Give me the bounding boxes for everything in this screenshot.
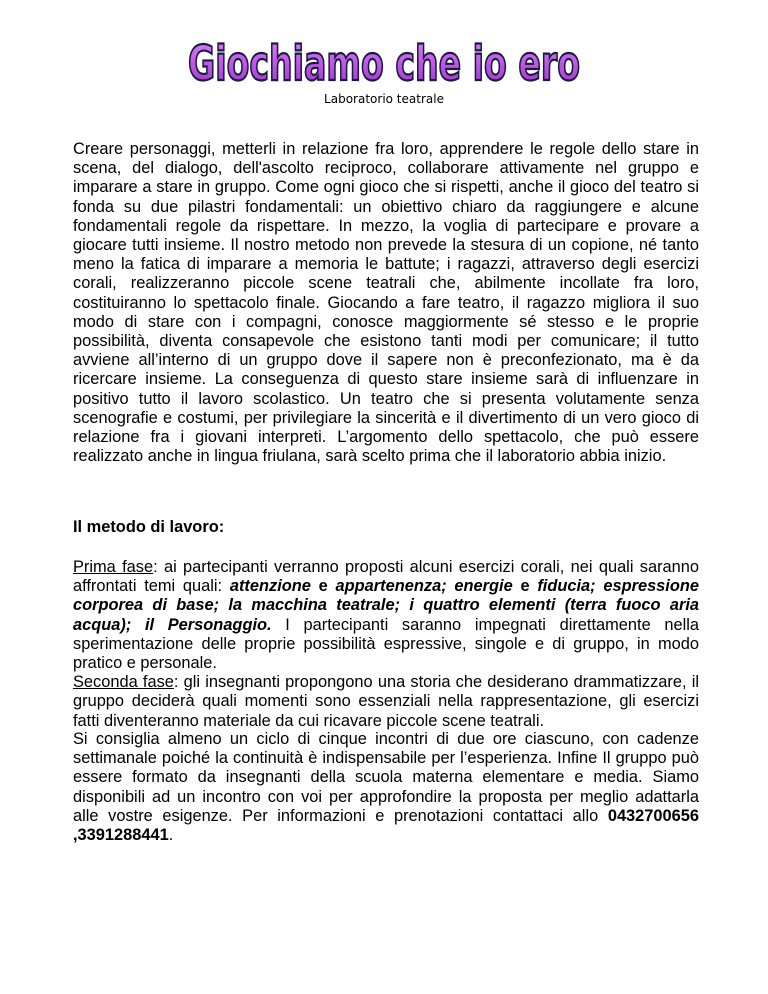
phase1-text-b: I partecipanti saranno impegnati direttamente nella sperimentazione delle proprie possibilità espressive, singole e di gruppo, in modo pratico e personale.: [73, 615, 699, 673]
phase1-topic-3: fiducia; espressione corporea di base; la macchina teatrale; i quattro elementi (terra fuoco aria acqua); il Personaggio.: [73, 577, 699, 634]
phases-paragraph: [73, 558, 699, 731]
phase1-text-a: : ai partecipanti verranno proposti alcuni esercizi corali, nei quali saranno affrontati temi quali:: [73, 558, 699, 596]
phase1-topic-1: attenzione: [229, 577, 311, 596]
page-title: Giochiamo che io ero: [188, 36, 580, 92]
title-wordart: [0, 28, 768, 92]
closing-paragraph: [73, 730, 699, 845]
closing-text: Si consiglia almeno un ciclo di cinque incontri di due ore ciascuno, con cadenze settimanale poiché la continuità è indispensabile per l’esperienza. Infine Il gruppo può essere formato da insegnanti della scuola materna elementare e media. Siamo disponibili ad un incontro con voi per approfondire la proposta per meglio adattarla alle vostre esigenze. Per informazioni e prenotazioni contattaci allo: [73, 730, 699, 825]
phase1-and-1: e: [310, 577, 336, 596]
phone-numbers: 0432700656 ,3391288441: [73, 806, 699, 845]
phase1-label: Prima fase: [73, 558, 154, 576]
phase1-and-2: e: [512, 577, 538, 596]
phase2-text: : gli insegnanti propongono una storia che desiderano drammatizzare, il gruppo deciderà quali momenti sono essenziali nella rappresentazione, gli esercizi fatti diventeranno materiale da cui ricavare piccole scene teatrali.: [73, 673, 699, 730]
method-heading: Il metodo di lavoro:: [73, 518, 225, 536]
closing-end: .: [168, 826, 174, 845]
phase1-topic-2: appartenenza; energie: [335, 577, 513, 596]
intro-paragraph: Creare personaggi, metterli in relazione fra loro, apprendere le regole dello stare in scena, del dialogo, dell'ascolto reciproco, collaborare attivamente nel gruppo e imparare a stare in gruppo. Come ogni gioco che si rispetti, anche il gioco del teatro si fonda su due pilastri fondamentali: un obiettivo chiaro da raggiungere e alcune fondamentali regole da rispettare. In mezzo, la voglia di partecipare e provare a giocare tutti insieme. Il nostro metodo non prevede la stesura di un copione, né tanto meno la fatica di imparare a memoria le battute; i ragazzi, attraverso degli esercizi corali, realizzeranno piccole scene teatrali che, abilmente incollate fra loro, costituiranno lo spettacolo finale. Giocando a fare teatro, il ragazzo migliora il suo modo di stare con i compagni, conosce maggiormente sé stesso e le proprie possibilità, diventa consapevole che esistono tanti modi per comunicare; il tutto avviene all’interno di un gruppo dove il sapere non è preconfezionato, ma è da ricercare insieme. La conseguenza di questo stare insieme sarà di influenzare in positivo tutto il lavoro scolastico. Un teatro che si presenta volutamente senza scenografie e costumi, per privilegiare la sincerità e il divertimento di un vero gioco di relazione fra i giovani interpreti. L’argomento dello spettacolo, che può essere realizzato anche in lingua friulana, sarà scelto prima che il laboratorio abbia inizio.: [73, 140, 699, 466]
phase2-label: Seconda fase: [73, 673, 174, 692]
subtitle: Laboratorio teatrale: [324, 92, 444, 106]
